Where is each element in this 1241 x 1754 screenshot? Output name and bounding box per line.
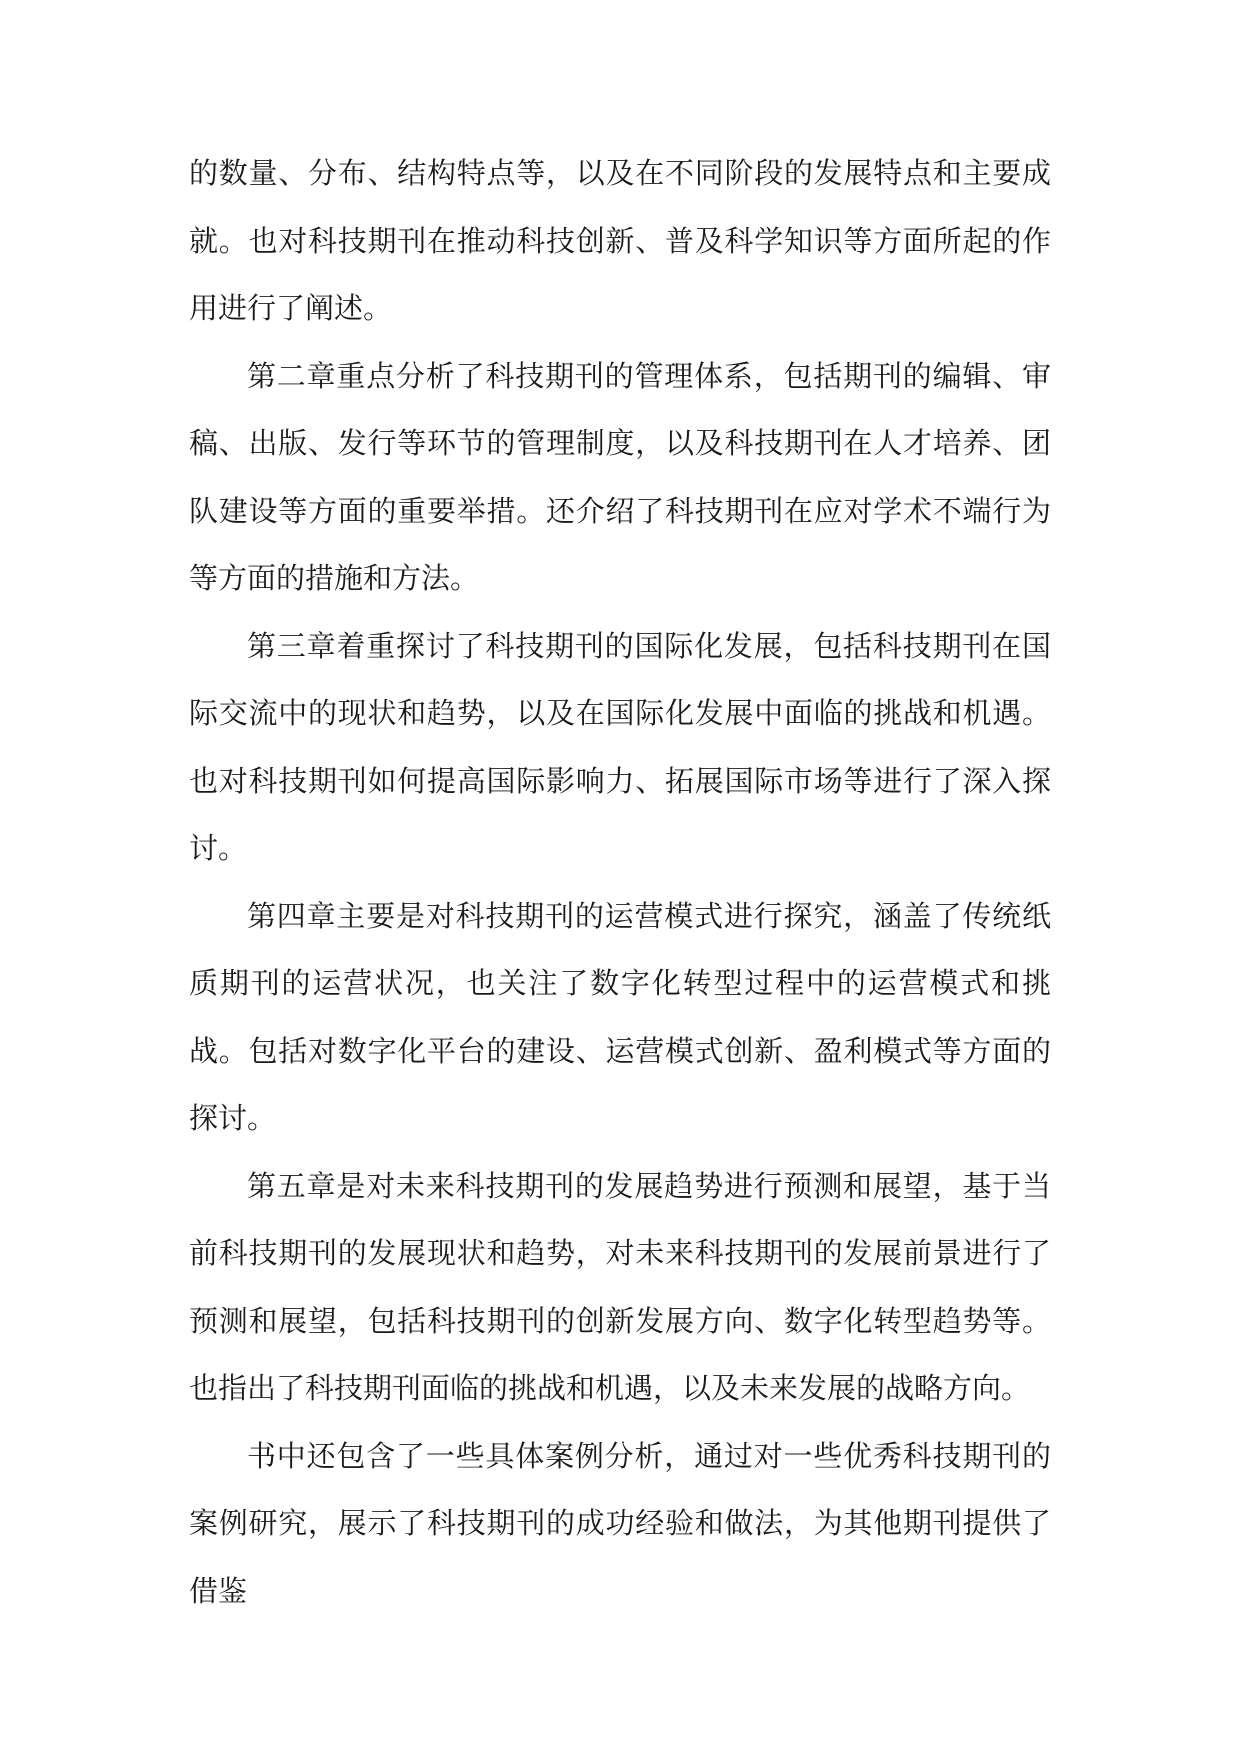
paragraph-chapter-3: 第三章着重探讨了科技期刊的国际化发展，包括科技期刊在国际交流中的现状和趋势，以及在国际化发展中面临的挑战和机遇。也对科技期刊如何提高国际影响力、拓展国际市场等进行了深入探讨。 [189,628,1051,865]
paragraph-chapter-2: 第二章重点分析了科技期刊的管理体系，包括期刊的编辑、审稿、出版、发行等环节的管理制度，以及科技期刊在人才培养、团队建设等方面的重要举措。还介绍了科技期刊在应对学术不端行为等方面的措施和方法。 [189,358,1051,595]
paragraph-case-studies: 书中还包含了一些具体案例分析，通过对一些优秀科技期刊的案例研究，展示了科技期刊的成功经验和做法，为其他期刊提供了借鉴 [189,1438,1051,1608]
paragraph-chapter-4: 第四章主要是对科技期刊的运营模式进行探究，涵盖了传统纸质期刊的运营状况，也关注了数字化转型过程中的运营模式和挑战。包括对数字化平台的建设、运营模式创新、盈利模式等方面的探讨。 [189,898,1051,1135]
document-body [189,140,1051,1625]
paragraph-chapter-5: 第五章是对未来科技期刊的发展趋势进行预测和展望，基于当前科技期刊的发展现状和趋势，对未来科技期刊的发展前景进行了预测和展望，包括科技期刊的创新发展方向、数字化转型趋势等。也指出了科技期刊面临的挑战和机遇，以及未来发展的战略方向。 [189,1168,1051,1405]
paragraph-continuation: 的数量、分布、结构特点等，以及在不同阶段的发展特点和主要成就。也对科技期刊在推动科技创新、普及科学知识等方面所起的作用进行了阐述。 [189,156,1051,325]
